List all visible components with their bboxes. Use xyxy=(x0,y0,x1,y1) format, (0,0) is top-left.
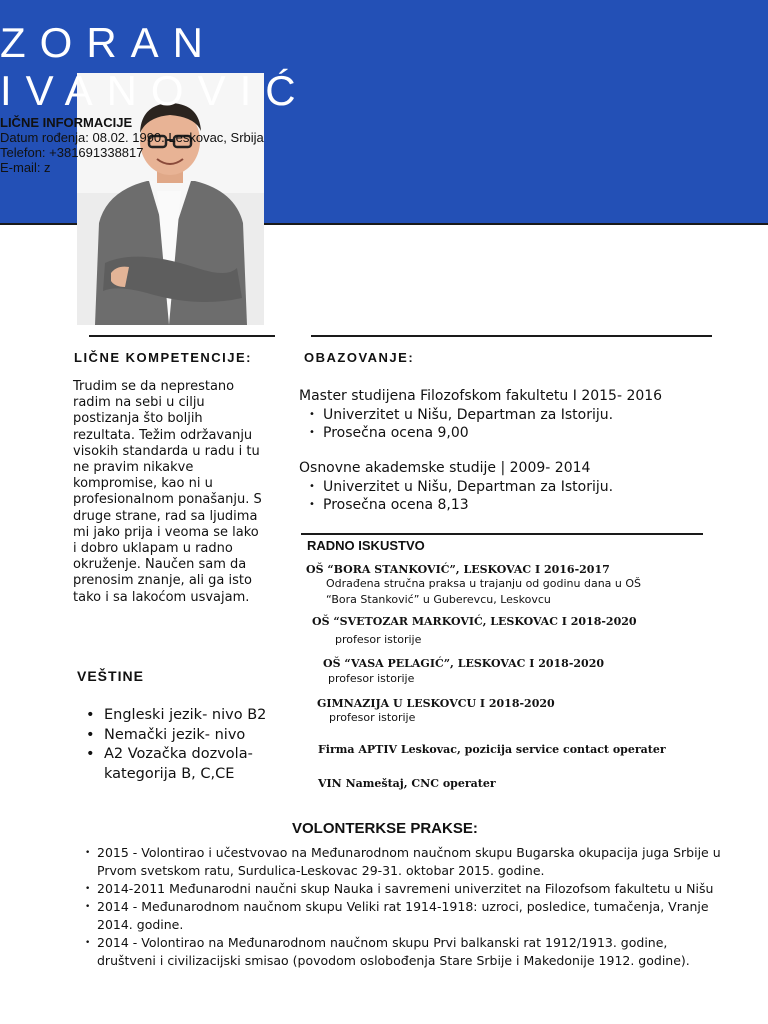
competencies-text: Trudim se da neprestano radim na sebi u cilju postizanja što boljih rezultata. Težim održavanju visokih standarda u radu i tu ne pravim nikakve kompromise, kao ni u profesionalnom ponašanju. S druge strane, rad sa ljudima mi jako prija i veoma se lako i dobro uklapam u radno okruženje. Naučen sam da prenosim znanje, ali ga isto tako i sa lakoćom usvajam. xyxy=(73,379,262,605)
education-heading: Master studijena Filozofskom fakultetu I 2015- 2016 xyxy=(299,388,663,404)
job-title: OŠ “VASA PELAGIĆ”, LESKOVAC I 2018-2020 xyxy=(323,657,605,670)
volunteer-item: • 2014 - Volontirao na Međunarodnom naučnom skupu Prvi balkanski rat 1912/1913. godine, društveni i civilizacijski smisao (povodom oslobođenja Stare Srbije i Makedonije 1912. godine). xyxy=(85,934,725,970)
job-description-line: Odrađena stručna praksa u trajanju od godinu dana u OŠ xyxy=(326,577,642,590)
personal-info xyxy=(0,115,264,175)
left-divider xyxy=(89,335,275,337)
job-description-line: “Bora Stanković” u Guberevcu, Leskovcu xyxy=(326,593,551,606)
phone-info: Telefon: +381691338817 xyxy=(0,145,144,160)
job-title: OŠ “SVETOZAR MARKOVIĆ, LESKOVAC I 2018-2020 xyxy=(312,615,637,628)
education-list xyxy=(309,478,613,514)
birth-info: Datum rođenja: 08.02. 1990. Leskovac, Srbija xyxy=(0,130,264,145)
email-info: E-mail: z xyxy=(0,160,51,175)
job-title: VIN Nameštaj, CNC operater xyxy=(318,777,496,790)
volunteer-item: • 2014-2011 Međunarodni naučni skup Nauka i savremeni univerzitet na Filozofsom fakultetu u Nišu xyxy=(85,880,725,898)
education-item: • Univerzitet u Nišu, Departman za Istoriju. xyxy=(309,478,613,496)
job-title: GIMNAZIJA U LESKOVCU I 2018-2020 xyxy=(317,697,555,710)
skills-title: VEŠTINE xyxy=(77,668,144,684)
education-item: • Prosečna ocena 9,00 xyxy=(309,424,613,442)
job-description xyxy=(326,576,641,608)
education-title: OBAZOVANJE: xyxy=(304,350,415,365)
skill-item: • Engleski jezik- nivo B2 xyxy=(84,706,274,726)
personal-info-title: LIČNE INFORMACIJE xyxy=(0,115,133,130)
volunteer-item: • 2014 - Međunarodnom naučnom skupu Veliki rat 1914-1918: uzroci, posledice, tumačenja, Vranje 2014. godine. xyxy=(85,898,725,934)
experience-title: RADNO ISKUSTVO xyxy=(307,538,425,553)
last-name: IVANOVIĆ xyxy=(0,67,310,114)
volunteer-title: VOLONTERKSE PRAKSE: xyxy=(292,820,478,837)
education-list xyxy=(309,406,613,442)
education-item: • Univerzitet u Nišu, Departman za Istoriju. xyxy=(309,406,613,424)
volunteer-item: • 2015 - Volontirao i učestvovao na Međunarodnom naučnom skupu Bugarska okupacija juga Srbije u Prvom svetskom ratu, Surdulica-Leskovac 29-31. oktobar 2015. godine. xyxy=(85,844,725,880)
education-heading: Osnovne akademske studije | 2009- 2014 xyxy=(299,460,591,476)
job-title: OŠ “BORA STANKOVIĆ”, LESKOVAC I 2016-2017 xyxy=(306,563,610,576)
skill-item: • A2 Vozačka dozvola- kategorija B, C,CE xyxy=(84,745,274,784)
job-description: profesor istorije xyxy=(328,672,415,685)
volunteer-list xyxy=(85,844,725,970)
education-item: • Prosečna ocena 8,13 xyxy=(309,496,613,514)
job-title: Firma APTIV Leskovac, pozicija service contact operater xyxy=(318,743,666,756)
skill-item: • Nemački jezik- nivo xyxy=(84,726,274,746)
competencies-title: LIČNE KOMPETENCIJE: xyxy=(74,350,253,365)
first-name: ZORAN xyxy=(0,19,217,66)
experience-divider xyxy=(301,533,703,535)
skills-list xyxy=(84,706,274,784)
job-description: profesor istorije xyxy=(329,711,416,724)
job-description: profesor istorije xyxy=(335,633,422,646)
right-divider xyxy=(311,335,712,337)
